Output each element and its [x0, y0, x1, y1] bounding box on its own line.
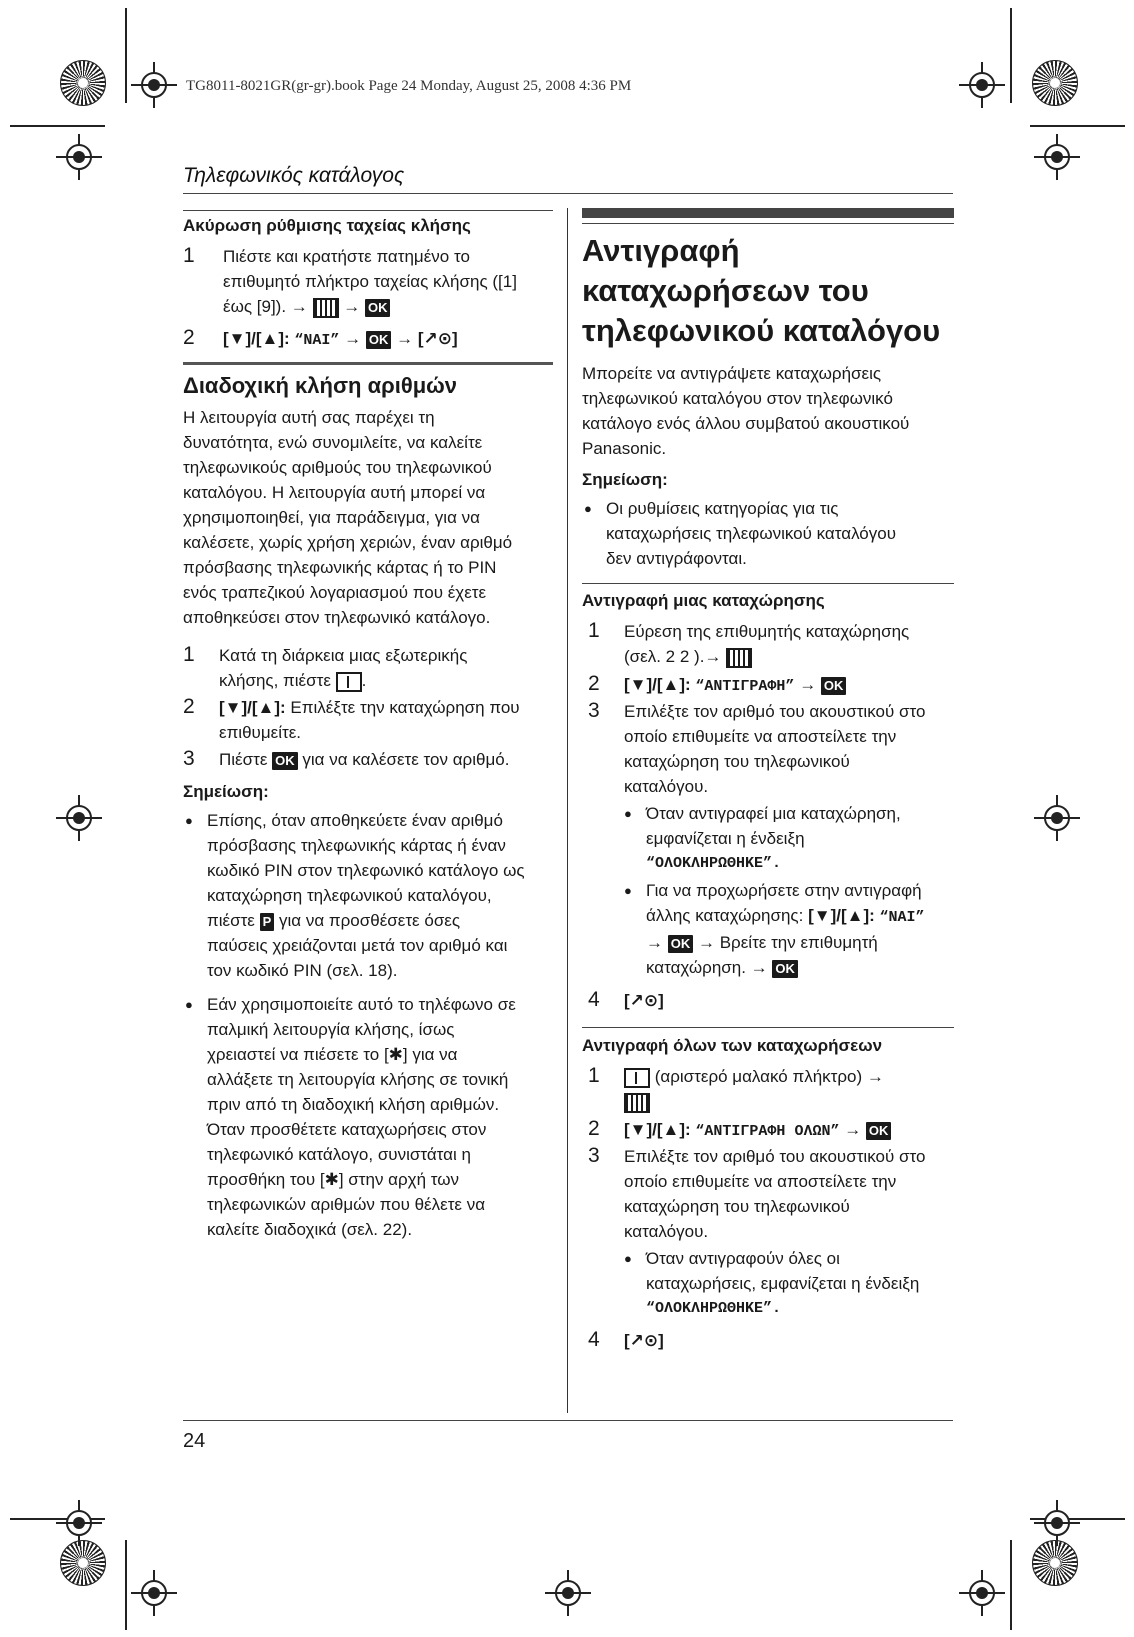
copy-all-heading: Αντιγραφή όλων των καταχωρήσεων	[582, 1036, 883, 1055]
copy-all-bullet-1: ● Όταν αντιγραφούν όλες οι καταχωρήσεις, εμφανίζεται η ένδειξη “ΟΛΟΚΛΗΡΩΘΗΚΕ”.	[646, 1246, 956, 1321]
display-value: “NAI”	[294, 332, 340, 349]
registration-mark-icon	[959, 1570, 1005, 1616]
registration-mark-icon	[1034, 795, 1080, 841]
step-line: έως [9]). → → OK	[223, 294, 517, 319]
phonebook-icon	[336, 672, 362, 692]
crop-mark	[1010, 8, 1012, 103]
registration-mark-icon	[56, 134, 102, 180]
step-number: 1	[183, 643, 195, 666]
ok-key: OK	[365, 299, 391, 317]
starburst-icon	[1032, 1540, 1078, 1586]
starburst-icon	[60, 1540, 106, 1586]
step-text: Επιλέξτε τον αριθμό του ακουστικού στο οποίο επιθυμείτε να αποστείλετε την καταχώρηση του τηλεφωνικού καταλόγου.	[624, 1147, 926, 1241]
ok-key: OK	[866, 1122, 892, 1140]
registration-mark-icon	[131, 1570, 177, 1616]
copy-one-bullet-2: ● Για να προχωρήσετε στην αντιγραφή άλλης καταχώρησης: [▼]/[▲]: “NAI” → OK → Βρείτε την επιθυμητή καταχώρηση. → OK	[646, 878, 956, 980]
title-rule	[582, 223, 954, 224]
page-number: 24	[183, 1430, 206, 1452]
step-number: 2	[183, 695, 195, 718]
step-number: 1	[588, 1064, 600, 1087]
registration-mark-icon	[1034, 134, 1080, 180]
display-value: “ΑΝΤΙΓΡΑΦΗ”	[695, 678, 795, 695]
nav-keys: [▼]/[▲]:	[223, 329, 290, 348]
step-text	[624, 988, 664, 1013]
copy-entries-title: Αντιγραφή καταχωρήσεων του τηλεφωνικού καταλόγου	[582, 233, 941, 348]
crop-mark	[125, 8, 127, 103]
crop-mark	[1010, 1540, 1012, 1630]
registration-mark-icon	[1034, 1500, 1080, 1546]
step-line: επιθυμητό πλήκτρο ταχείας κλήσης ([1]	[223, 272, 517, 291]
note-heading: Σημείωση:	[582, 470, 668, 489]
arrow-icon: →	[844, 1120, 862, 1139]
nav-keys: [▼]/[▲]:	[624, 675, 691, 694]
ok-key: OK	[772, 960, 798, 978]
arrow-icon: →	[344, 329, 362, 348]
menu-icon	[313, 298, 339, 318]
arrow-icon: →	[646, 933, 663, 952]
step-number: 4	[588, 1328, 600, 1351]
subsection-rule	[582, 583, 954, 584]
copy-one-heading: Αντιγραφή μιας καταχώρησης	[582, 591, 825, 610]
starburst-icon	[60, 60, 106, 106]
step-text: (αριστερό μαλακό πλήκτρο) →	[624, 1064, 884, 1114]
step-number: 2	[588, 672, 600, 695]
ok-key: OK	[272, 752, 298, 770]
step-text	[223, 244, 517, 319]
menu-icon	[726, 648, 752, 668]
off-key: [↗⊙]	[417, 329, 458, 348]
starburst-icon	[1032, 60, 1078, 106]
step-number: 4	[588, 988, 600, 1011]
step-text	[624, 1328, 664, 1353]
section-rule	[183, 362, 553, 365]
column-divider	[567, 208, 568, 1413]
step-text: Εύρεση της επιθυμητής καταχώρησης (σελ. 2 2 ).→	[624, 622, 910, 666]
registration-mark-icon	[545, 1570, 591, 1616]
ok-key: OK	[366, 331, 392, 349]
step-number: 3	[183, 747, 195, 770]
display-value: “ΟΛΟΚΛΗΡΩΘΗΚΕ”.	[646, 1300, 782, 1317]
off-key: [↗⊙]	[624, 991, 664, 1010]
copy-one-bullet-1: ● Όταν αντιγραφεί μια καταχώρηση, εμφανίζεται η ένδειξη “ΟΛΟΚΛΗΡΩΘΗΚΕ”.	[646, 801, 956, 876]
registration-mark-icon	[959, 62, 1005, 108]
pause-key: P	[260, 913, 275, 931]
registration-mark-icon	[56, 1500, 102, 1546]
subsection-rule	[582, 1027, 954, 1028]
step-number: 3	[588, 699, 600, 722]
step-text: [▼]/[▲]: Επιλέξτε την καταχώρηση που επιθυμείτε.	[219, 698, 520, 742]
note-bullet-2: ● Εάν χρησιμοποιείτε αυτό το τηλέφωνο σε παλμική λειτουργία κλήσης, ίσως χρειαστεί να πιέσετε το [✱] για να αλλάξετε τη λειτουργία κλήσης σε τονική πριν από τη διαδοχική κλήση αριθμών. Όταν προσθέτετε καταχωρήσεις στον τηλεφωνικό κατάλογο, συνιστάται η προσθήκη του [✱] στην αρχή των τηλεφωνικών αριθμών που θέλετε να καλείτε διαδοχικά (σελ. 22).	[207, 992, 567, 1242]
arrow-icon: →	[396, 329, 414, 348]
subsection-rule	[183, 210, 553, 211]
ok-key: OK	[821, 677, 847, 695]
arrow-icon: →	[799, 675, 817, 694]
title-bar	[582, 208, 954, 218]
menu-icon	[624, 1093, 650, 1113]
nav-keys: [▼]/[▲]:	[808, 906, 875, 925]
chain-dial-intro: Η λειτουργία αυτή σας παρέχει τη δυνατότητα, ενώ συνομιλείτε, να καλείτε τηλεφωνικούς αριθμούς του τηλεφωνικού καταλόγου. Η λειτουργία αυτή μπορεί να χρησιμοποιηθεί, για παράδειγμα, για να καλέσετε, χωρίς χρήση χεριών, έναν αριθμό πρόσβασης τηλεφωνικής κάρτας ή το PIN ενός τραπεζικού λογαριασμού που έχετε αποθηκεύσει στον τηλεφωνικό κατάλογο.	[183, 408, 513, 627]
crop-mark	[1030, 125, 1125, 127]
step-text: Κατά τη διάρκεια μιας εξωτερικής κλήσης, πιέστε .	[219, 646, 468, 690]
note-bullet-1: ● Επίσης, όταν αποθηκεύετε έναν αριθμό πρόσβασης τηλεφωνικής κάρτας ή έναν κωδικό PIN στον τηλεφωνικό κατάλογο ως καταχώρηση τηλεφωνικού καταλόγου, πιέστε P για να προσθέσετε όσες παύσεις χρειάζονται μετά τον αριθμό και τον κωδικό PIN (σελ. 18).	[207, 808, 567, 983]
step-text: Πιέστε OK για να καλέσετε τον αριθμό.	[219, 750, 510, 769]
step-text	[624, 1117, 891, 1144]
step-text: Επιλέξτε τον αριθμό του ακουστικού στο οποίο επιθυμείτε να αποστείλετε την καταχώρηση του τηλεφωνικού καταλόγου.	[624, 702, 926, 796]
display-value: “ΟΛΟΚΛΗΡΩΘΗΚΕ”.	[646, 855, 782, 872]
display-value: “ΑΝΤΙΓΡΑΦΗ ΟΛΩΝ”	[695, 1123, 840, 1140]
crop-mark	[10, 125, 105, 127]
section-title: Τηλεφωνικός κατάλογος	[183, 164, 405, 187]
header-rule	[183, 193, 953, 194]
note-heading: Σημείωση:	[183, 782, 269, 801]
step-number: 1	[183, 244, 195, 267]
registration-mark-icon	[56, 795, 102, 841]
step-text	[624, 672, 846, 699]
arrow-icon: →	[697, 933, 715, 952]
step-number: 2	[588, 1117, 600, 1140]
file-info-header: TG8011-8021GR(gr-gr).book Page 24 Monday, August 25, 2008 4:36 PM	[186, 78, 632, 94]
step-number: 2	[183, 326, 195, 349]
note-bullet: ● Οι ρυθμίσεις κατηγορίας για τις καταχωρήσεις τηλεφωνικού καταλόγου δεν αντιγράφονται.	[606, 496, 956, 571]
phonebook-icon	[624, 1068, 650, 1088]
arrow-icon: →	[343, 297, 361, 316]
display-value: “NAI”	[879, 909, 925, 926]
crop-mark	[125, 1540, 127, 1630]
registration-mark-icon	[131, 62, 177, 108]
step-number: 3	[588, 1144, 600, 1167]
nav-keys: [▼]/[▲]:	[219, 698, 286, 717]
footer-rule	[183, 1420, 953, 1421]
step-number: 1	[588, 619, 600, 642]
cancel-speed-dial-heading: Ακύρωση ρύθμισης ταχείας κλήσης	[183, 216, 471, 235]
step-text	[223, 326, 458, 353]
off-key: [↗⊙]	[624, 1331, 664, 1350]
copy-intro: Μπορείτε να αντιγράψετε καταχωρήσεις τηλεφωνικού καταλόγου στον τηλεφωνικό κατάλογο ενός άλλου συμβατού ακουστικού Panasonic.	[582, 364, 910, 458]
step-line: Πιέστε και κρατήστε πατημένο το	[223, 247, 470, 266]
nav-keys: [▼]/[▲]:	[624, 1120, 691, 1139]
ok-key: OK	[668, 935, 694, 953]
chain-dial-heading: Διαδοχική κλήση αριθμών	[183, 373, 457, 398]
